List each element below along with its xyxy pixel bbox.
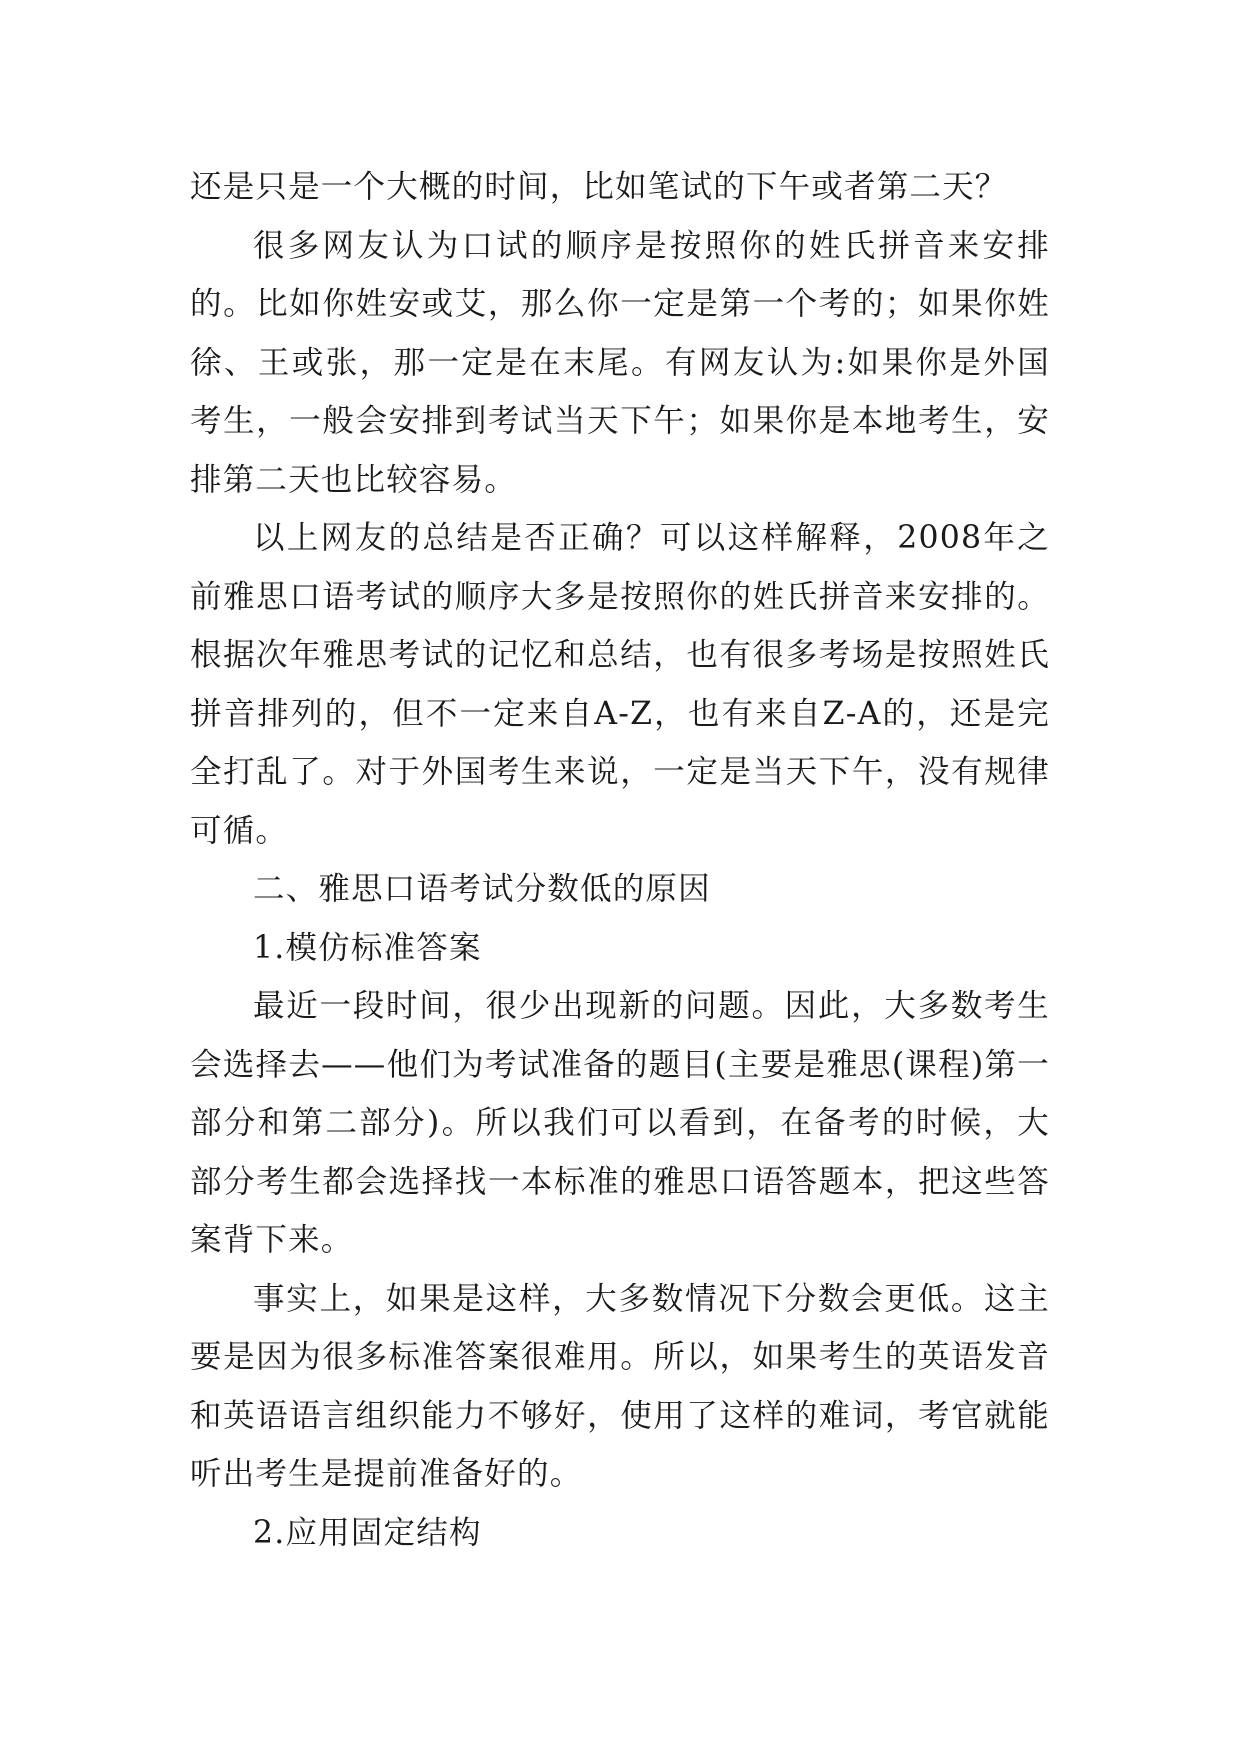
subheading-2: 2.应用固定结构: [253, 1514, 482, 1551]
paragraph-explanation: 以上网友的总结是否正确？可以这样解释，2008年之前雅思口语考试的顺序大多是按照你的姓氏拼音来安排的。根据次年雅思考试的记忆和总结，也有很多考场是按照姓氏拼音排列的，但不一定来自A-Z，也有来自Z-A的，还是完全打乱了。对于外国考生来说，一定是当天下午，没有规律可循。: [190, 520, 1050, 849]
paragraph-surname-order: 很多网友认为口试的顺序是按照你的姓氏拼音来安排的。比如你姓安或艾，那么你一定是第一个考的；如果你姓徐、王或张，那一定是在末尾。有网友认为:如果你是外国考生，一般会安排到考试当天下午；如果你是本地考生，安排第二天也比较容易。: [190, 227, 1050, 498]
document-body: [190, 158, 1050, 1562]
section-heading: 二、雅思口语考试分数低的原因: [253, 871, 711, 907]
subheading-1: 1.模仿标准答案: [253, 929, 482, 966]
paragraph-standard-answers: 最近一段时间，很少出现新的问题。因此，大多数考生会选择去——他们为考试准备的题目(主要是雅思(课程)第一部分和第二部分)。所以我们可以看到，在备考的时候，大部分考生都会选择找一本标准的雅思口语答题本，把这些答案背下来。: [190, 988, 1050, 1258]
paragraph-continuation: 还是只是一个大概的时间，比如笔试的下午或者第二天？: [190, 169, 1008, 205]
paragraph-lower-scores: 事实上，如果是这样，大多数情况下分数会更低。这主要是因为很多标准答案很难用。所以，如果考生的英语发音和英语语言组织能力不够好，使用了这样的难词，考官就能听出考生是提前准备好的。: [190, 1280, 1050, 1492]
